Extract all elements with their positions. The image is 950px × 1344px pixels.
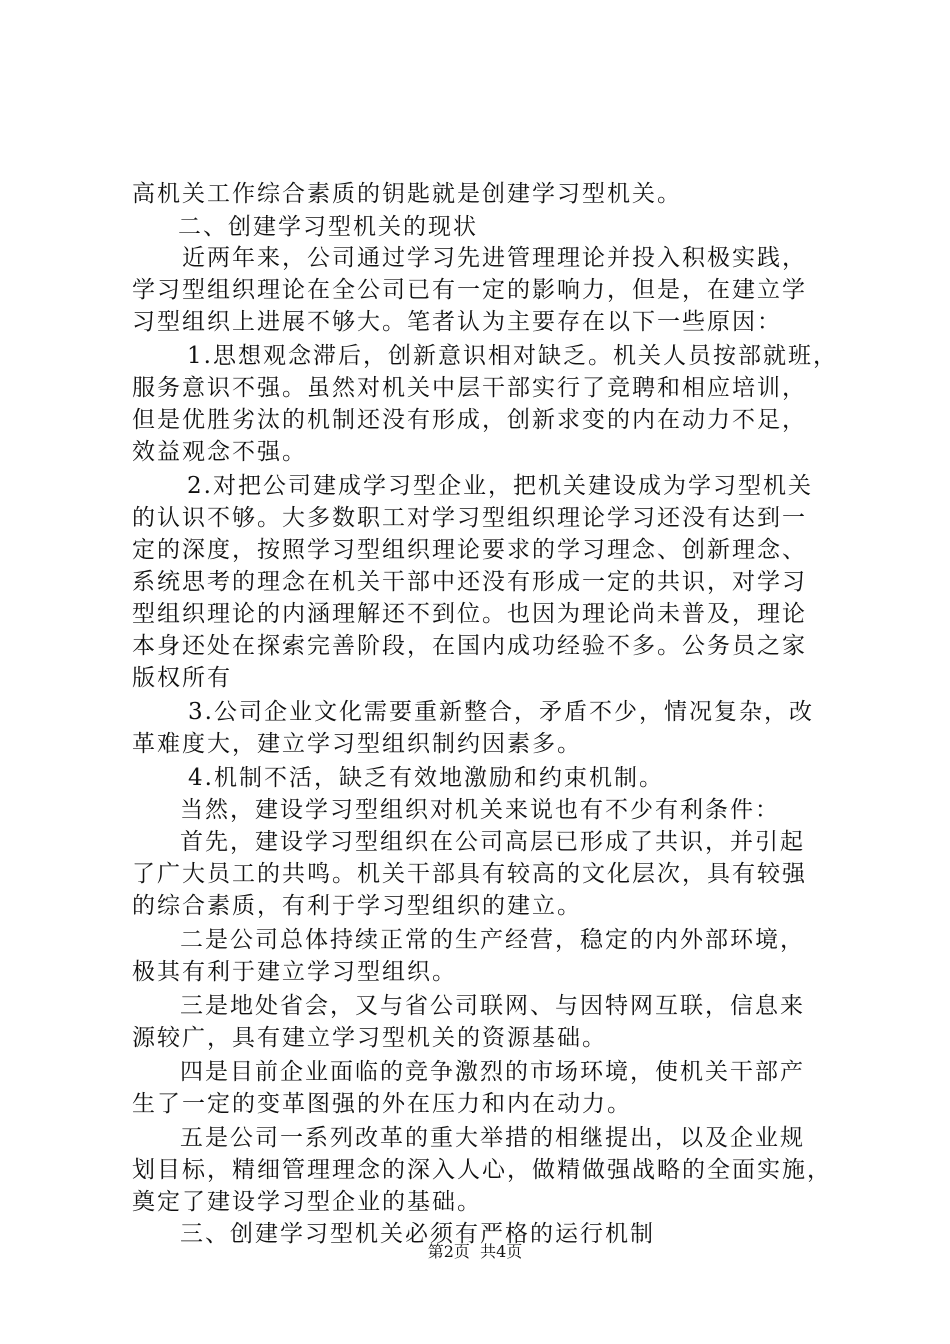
text-line: 的认识不够。大多数职工对学习型组织理论学习还没有达到一: [132, 505, 807, 531]
list-item-3: 3.公司企业文化需要重新整合，矛盾不少，情况复杂，改: [188, 699, 814, 725]
text-line: 极其有利于建立学习型组织。: [132, 959, 457, 985]
text-line: 了广大员工的共鸣。机关干部具有较高的文化层次，具有较强: [132, 861, 807, 887]
text-line: 源较广，具有建立学习型机关的资源基础。: [132, 1025, 607, 1051]
text-line: 近两年来，公司通过学习先进管理理论并投入积极实践，: [182, 245, 807, 271]
section-heading: 二、创建学习型机关的现状: [178, 214, 478, 240]
list-item-4: 4.机制不活，缺乏有效地激励和约束机制。: [188, 765, 664, 791]
text-line: 习型组织上进展不够大。笔者认为主要存在以下一些原因：: [132, 309, 782, 335]
text-line: 高机关工作综合素质的钥匙就是创建学习型机关。: [132, 181, 682, 207]
text-line: 四是目前企业面临的竞争激烈的市场环境，使机关干部产: [180, 1059, 805, 1085]
list-item-1: 1.思想观念滞后，创新意识相对缺乏。机关人员按部就班，: [187, 343, 838, 369]
text-line: 型组织理论的内涵理解还不到位。也因为理论尚未普及，理论: [132, 601, 807, 627]
text-line: 当然，建设学习型组织对机关来说也有不少有利条件：: [180, 797, 780, 823]
text-line: 服务意识不强。虽然对机关中层干部实行了竞聘和相应培训，: [132, 375, 807, 401]
text-line: 版权所有: [132, 665, 232, 691]
text-line: 划目标，精细管理理念的深入人心，做精做强战略的全面实施，: [132, 1157, 832, 1183]
text-line: 定的深度，按照学习型组织理论要求的学习理念、创新理念、: [132, 537, 807, 563]
text-line: 生了一定的变革图强的外在压力和内在动力。: [132, 1091, 632, 1117]
text-line: 首先，建设学习型组织在公司高层已形成了共识，并引起: [180, 829, 805, 855]
text-line: 革难度大，建立学习型组织制约因素多。: [132, 731, 582, 757]
text-line: 学习型组织理论在全公司已有一定的影响力，但是，在建立学: [132, 277, 807, 303]
text-line: 二是公司总体持续正常的生产经营，稳定的内外部环境，: [180, 927, 805, 953]
text-line: 三是地处省会，又与省公司联网、与因特网互联，信息来: [180, 993, 805, 1019]
text-line: 系统思考的理念在机关干部中还没有形成一定的共识，对学习: [132, 569, 807, 595]
text-line: 奠定了建设学习型企业的基础。: [132, 1189, 482, 1215]
section-heading: 三、创建学习型机关必须有严格的运行机制: [180, 1221, 655, 1247]
text-line: 本身还处在探索完善阶段，在国内成功经验不多。公务员之家: [132, 633, 807, 659]
text-line: 的综合素质，有利于学习型组织的建立。: [132, 893, 582, 919]
text-line: 五是公司一系列改革的重大举措的相继提出，以及企业规: [180, 1125, 805, 1151]
text-line: 效益观念不强。: [132, 439, 307, 465]
list-item-2: 2.对把公司建成学习型企业，把机关建设成为学习型机关: [187, 473, 813, 499]
text-line: 但是优胜劣汰的机制还没有形成，创新求变的内在动力不足，: [132, 407, 807, 433]
page-number-footer: 第2页 共4页: [427, 1242, 523, 1261]
